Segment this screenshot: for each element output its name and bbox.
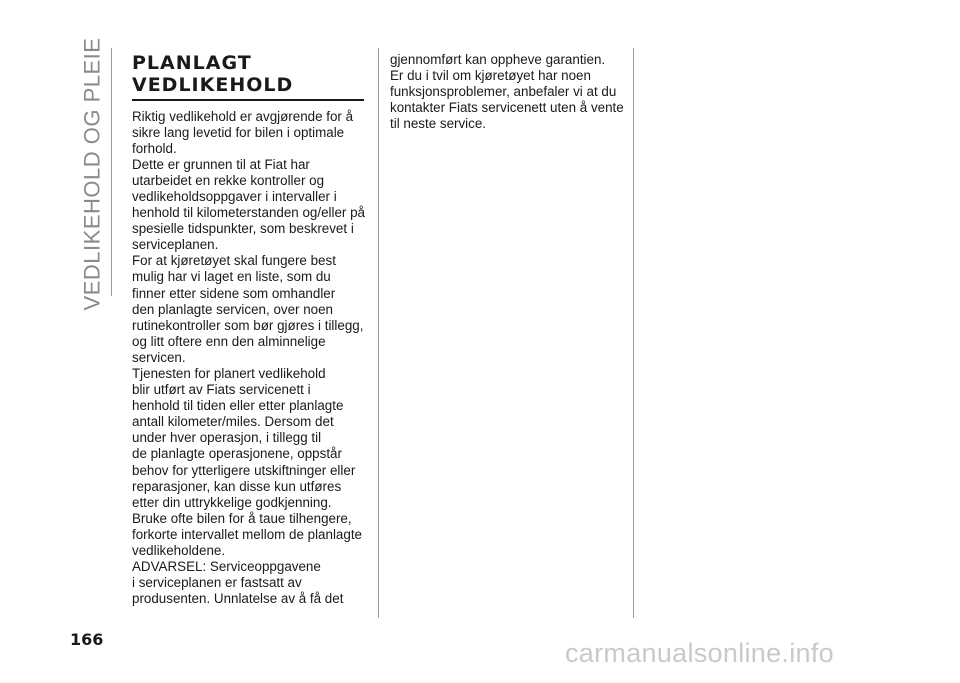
page-number: 166 — [70, 630, 104, 649]
section-title-vertical — [62, 37, 122, 311]
paragraph: Tjenesten for planert vedlikehold blir utført av Fiats servicenett i henhold til tiden eller etter planlagte antall kilometer/miles. Dersom det under hver operasjon, i tillegg til de planlagte operasjonene, oppstår behov for ytterligere utskiftninger eller reparasjoner, kan disse kun utføres etter din uttrykkelige godkjenning. — [132, 366, 356, 510]
sidebar-divider — [111, 48, 112, 296]
column-divider-2 — [633, 48, 634, 618]
heading-line-2: VEDLIKEHOLD — [132, 74, 294, 96]
heading-line-1: PLANLAGT — [132, 52, 252, 74]
page-heading — [132, 52, 368, 96]
paragraph: Dette er grunnen til at Fiat har utarbeidet en rekke kontroller og vedlikeholdsoppgaver i intervaller i henhold til kilometerstanden og/eller på spesielle tidspunkter, som beskrevet i serviceplanen. — [132, 156, 365, 253]
paragraph: For at kjøretøyet skal fungere best mulig har vi laget en liste, som du finner etter sidene som omhandler den planlagte servicen, over noen rutinekontroller som bør gjøres i tillegg, og litt oftere enn den alminnelige servicen. — [132, 253, 364, 365]
column-divider-1 — [378, 48, 379, 618]
text-column-2 — [390, 52, 626, 132]
warning-paragraph: ADVARSEL: Serviceoppgavene i serviceplanen er fastsatt av produsenten. Unnlatelse av å få det — [132, 559, 344, 607]
watermark: carmanualsonline.info — [565, 638, 834, 668]
paragraph: Bruke ofte bilen for å taue tilhengere, forkorte intervallet mellom de planlagte vedlikeholdene. — [132, 510, 362, 559]
heading-underline — [132, 99, 364, 101]
section-title-text: VEDLIKEHOLD OG PLEIE — [79, 37, 104, 311]
paragraph: gjennomført kan oppheve garantien. Er du i tvil om kjøretøyet har noen funksjonsproblemer, anbefaler vi at du kontakter Fiats servicenett uten å vente til neste service. — [390, 52, 624, 132]
text-column-1 — [132, 52, 368, 607]
paragraph: Riktig vedlikehold er avgjørende for å sikre lang levetid for bilen i optimale forhold. — [132, 108, 354, 156]
